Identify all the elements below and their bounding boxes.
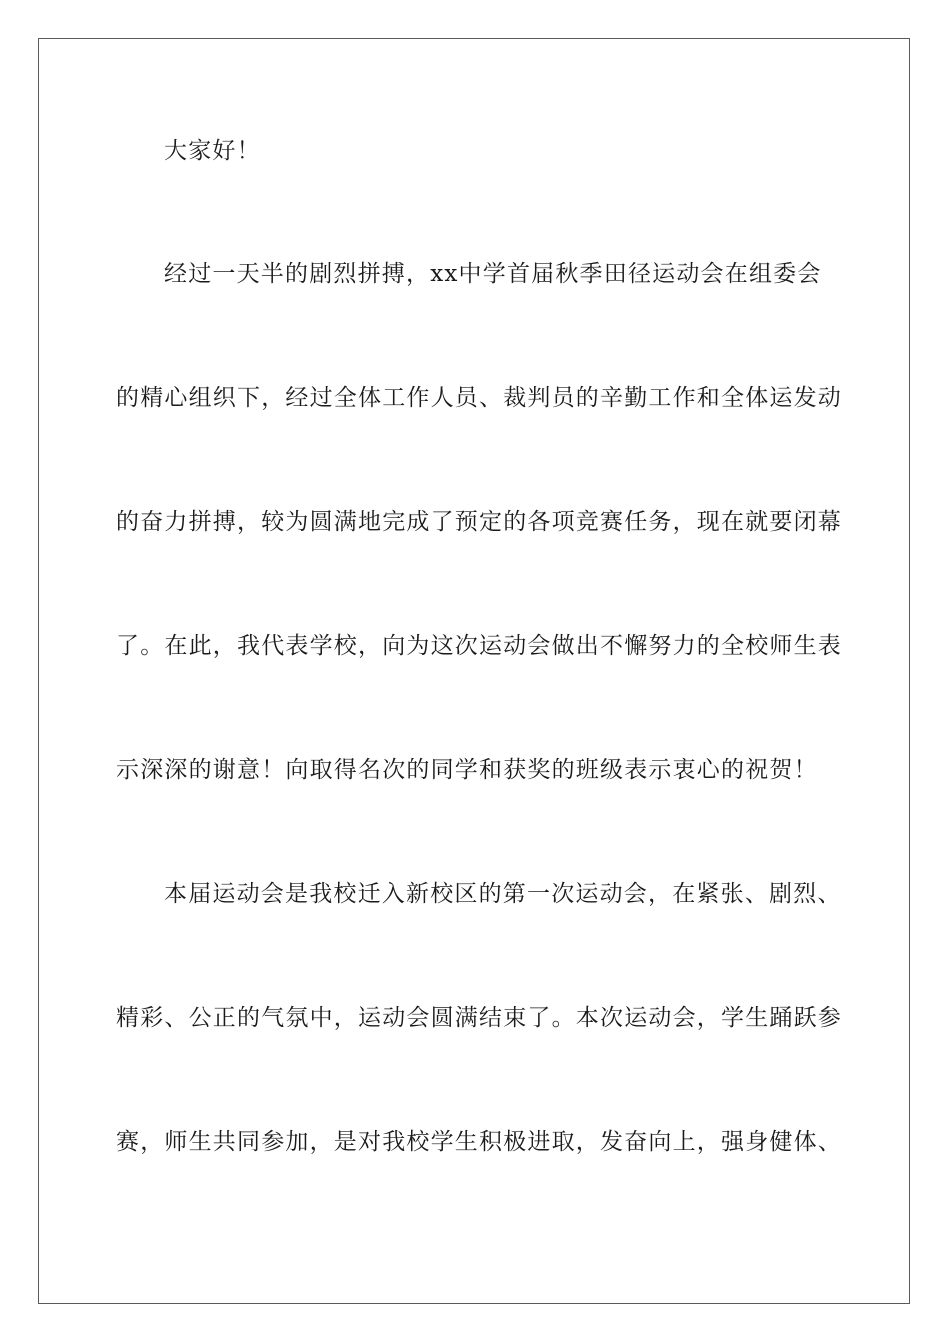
page-border bbox=[38, 38, 910, 1304]
paragraph-1-line-3: 的奋力拼搏，较为圆满地完成了预定的各项竞赛任务，现在就要闭幕 bbox=[116, 509, 842, 535]
paragraph-1-line-4: 了。在此，我代表学校，向为这次运动会做出不懈努力的全校师生表 bbox=[116, 633, 842, 659]
paragraph-2-line-1: 本届运动会是我校迁入新校区的第一次运动会，在紧张、剧烈、 bbox=[164, 881, 842, 907]
paragraph-2-line-2: 精彩、公正的气氛中，运动会圆满结束了。本次运动会，学生踊跃参 bbox=[116, 1005, 842, 1031]
paragraph-1-line-1: 经过一天半的剧烈拼搏，xx中学首届秋季田径运动会在组委会 bbox=[164, 261, 822, 287]
greeting-line: 大家好！ bbox=[164, 138, 261, 164]
paragraph-1-line-5: 示深深的谢意！向取得名次的同学和获奖的班级表示衷心的祝贺！ bbox=[116, 757, 818, 783]
paragraph-2-line-3: 赛，师生共同参加，是对我校学生积极进取，发奋向上，强身健体、 bbox=[116, 1129, 842, 1155]
paragraph-1-line-2: 的精心组织下，经过全体工作人员、裁判员的辛勤工作和全体运发动 bbox=[116, 385, 842, 411]
